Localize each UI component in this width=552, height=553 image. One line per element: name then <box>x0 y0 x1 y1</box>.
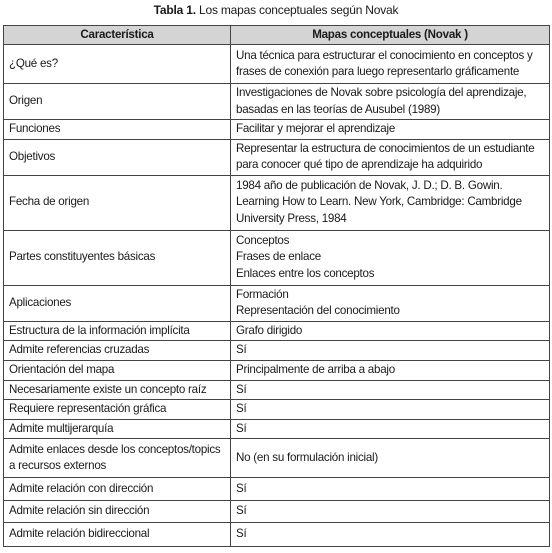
caption-label: Tabla 1. <box>153 3 196 17</box>
cell-value <box>231 139 550 175</box>
table-header-row <box>4 26 550 45</box>
table-row <box>4 341 550 361</box>
value-line: Sí <box>236 481 247 495</box>
value-line: Una técnica para estructurar el conocimiento en conceptos y <box>236 48 533 62</box>
characteristic-line: Admite enlaces desde los conceptos/topics <box>9 442 221 456</box>
cell-value <box>231 175 550 230</box>
cell-characteristic: Admite referencias cruzadas <box>4 341 231 361</box>
table-row <box>4 285 550 321</box>
value-line: Enlaces entre los conceptos <box>236 266 375 280</box>
value-line: Representación del conocimiento <box>236 304 400 317</box>
cell-characteristic: Admite relación bidireccional <box>4 523 231 547</box>
cell-value <box>231 400 550 420</box>
table-row <box>4 139 550 175</box>
table-row <box>4 175 550 230</box>
table-row <box>4 439 550 478</box>
value-line: Conceptos <box>236 233 290 247</box>
cell-characteristic: Funciones <box>4 120 231 140</box>
cell-characteristic: ¿Qué es? <box>4 45 231 84</box>
value-line: Formación <box>236 287 289 301</box>
cell-characteristic: Admite relación con dirección <box>4 478 231 501</box>
cell-characteristic: Admite relación sin dirección <box>4 501 231 523</box>
cell-value <box>231 419 550 439</box>
cell-value <box>231 84 550 120</box>
value-line: Representar la estructura de conocimientos de un estudiante <box>236 141 535 155</box>
value-line: Principalmente de arriba a abajo <box>236 362 395 376</box>
cell-value <box>231 478 550 501</box>
cell-characteristic <box>4 439 231 478</box>
table-row <box>4 230 550 285</box>
table-row <box>4 478 550 501</box>
cell-value <box>231 285 550 321</box>
value-line: Learning How to Learn. New York, Cambridge: Cambridge <box>236 195 522 209</box>
header-concept-maps: Mapas conceptuales (Novak ) <box>231 26 550 45</box>
value-line: No (en su formulación inicial) <box>236 450 378 464</box>
value-line: 1984 año de publicación de Novak, J. D.; D. B. Gowin. <box>236 178 503 192</box>
cell-value <box>231 439 550 478</box>
value-line: Facilitar y mejorar el aprendizaje <box>236 122 396 135</box>
value-line: frases de conexión para luego representarlo gráficamente <box>236 65 520 78</box>
table-body <box>4 45 550 547</box>
caption-text: Los mapas conceptuales según Novak <box>195 3 399 17</box>
header-characteristic: Característica <box>4 26 231 45</box>
cell-characteristic: Aplicaciones <box>4 285 231 321</box>
value-line: Sí <box>236 421 247 435</box>
table-row <box>4 400 550 420</box>
cell-value <box>231 45 550 84</box>
table-row <box>4 321 550 341</box>
table-row <box>4 84 550 120</box>
value-line: para conocer qué tipo de aprendizaje ha adquirido <box>236 158 483 171</box>
value-line: Sí <box>236 382 247 396</box>
cell-value <box>231 501 550 523</box>
cell-value <box>231 360 550 380</box>
cell-value <box>231 230 550 285</box>
cell-value <box>231 321 550 341</box>
cell-characteristic: Objetivos <box>4 139 231 175</box>
cell-characteristic: Requiere representación gráfica <box>4 400 231 420</box>
cell-characteristic: Necesariamente existe un concepto raíz <box>4 380 231 400</box>
value-line: Sí <box>236 343 247 356</box>
value-line: University Press, 1984 <box>236 211 347 225</box>
cell-characteristic: Origen <box>4 84 231 120</box>
value-line: Sí <box>236 527 247 541</box>
cell-characteristic: Estructura de la información implícita <box>4 321 231 341</box>
table-row <box>4 360 550 380</box>
table-row <box>4 380 550 400</box>
cell-value <box>231 523 550 547</box>
cell-characteristic: Admite multijerarquía <box>4 419 231 439</box>
table-row <box>4 120 550 140</box>
value-line: Grafo dirigido <box>236 323 303 337</box>
table-caption <box>0 2 552 18</box>
table-row <box>4 523 550 547</box>
value-line: Sí <box>236 504 247 518</box>
cell-characteristic: Orientación del mapa <box>4 360 231 380</box>
cell-value <box>231 380 550 400</box>
concept-maps-table <box>3 25 550 547</box>
cell-characteristic: Partes constituyentes básicas <box>4 230 231 285</box>
cell-value <box>231 341 550 361</box>
cell-characteristic: Fecha de origen <box>4 175 231 230</box>
value-line: Sí <box>236 402 247 415</box>
value-line: Frases de enlace <box>236 250 321 264</box>
table-row <box>4 501 550 523</box>
value-line: basadas en las teorías de Ausubel (1989) <box>236 102 440 116</box>
table-row <box>4 45 550 84</box>
cell-value <box>231 120 550 140</box>
value-line: Investigaciones de Novak sobre psicología del aprendizaje, <box>236 86 527 99</box>
table-row <box>4 419 550 439</box>
characteristic-line: a recursos externos <box>9 459 107 472</box>
